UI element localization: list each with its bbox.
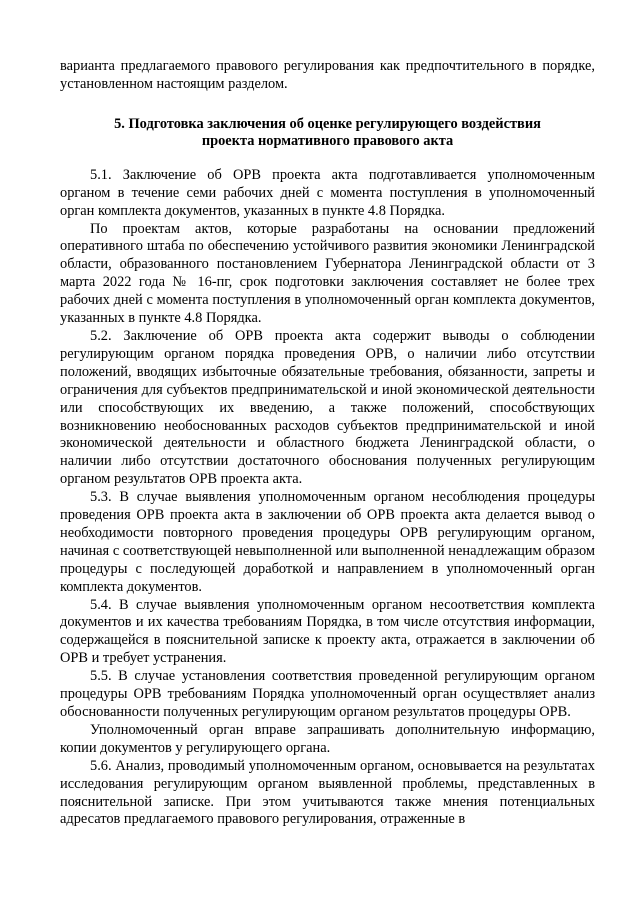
section-heading-line-2: проекта нормативного правового акта — [201, 133, 454, 150]
paragraph-5-4: 5.4. В случае выявления уполномоченным органом несоответствия комплекта документов и их качества требованиям Порядка, в том числе отсутствия информации, содержащейся в пояснительной записке к проекту акта, отражается в заключении об ОРВ и требует устранения. — [60, 596, 595, 667]
paragraph-5-3: 5.3. В случае выявления уполномоченным органом несоблюдения процедуры проведения ОРВ проекта акта в заключении об ОРВ проекта акта делается вывод о необходимости повторного проведения процедуры ОРВ регулирующим органом, начиная с соответствующей невыполненной или выполненной ненадлежащим образом процедуры с последующей доработкой и направлением в уполномоченный орган комплекта документов. — [60, 489, 595, 595]
section-heading — [60, 116, 595, 151]
intro-paragraph: варианта предлагаемого правового регулирования как предпочтительного в порядке, установленном настоящим разделом. — [60, 58, 595, 92]
section-heading-line-1: 5. Подготовка заключения об оценке регулирующего воздействия — [114, 115, 541, 132]
paragraph-5-6: 5.6. Анализ, проводимый уполномоченным органом, основывается на результатах исследования регулирующим органом выявленной проблемы, представленных в пояснительной записке. При этом учитываются также мнения потенциальных адресатов предлагаемого правового регулирования, отраженные в — [60, 757, 595, 828]
paragraph-5-5: 5.5. В случае установления соответствия проведенной регулирующим органом процедуры ОРВ требованиям Порядка уполномоченный орган осуществляет анализ обоснованности полученных регулирующим органом результатов процедуры ОРВ. — [60, 668, 595, 720]
document-page — [60, 58, 595, 829]
paragraph-5-1-addendum: По проектам актов, которые разработаны на основании предложений оперативного штаба по обеспечению устойчивого развития экономики Ленинградской области, образованного постановлением Губернатора Ленинградской области от 3 марта 2022 года № 16-пг, срок подготовки заключения составляет не более трех рабочих дней с момента поступления в уполномоченный орган комплекта документов, указанных в пункте 4.8 Порядка. — [60, 220, 595, 327]
paragraph-5-5-addendum: Уполномоченный орган вправе запрашивать дополнительную информацию, копии документов у регулирующего органа. — [60, 721, 595, 756]
paragraph-5-2: 5.2. Заключение об ОРВ проекта акта содержит выводы о соблюдении регулирующим органом порядка проведения ОРВ, о наличии либо отсутствии положений, вводящих избыточные обязательные требования, обязанности, запреты и ограничения для субъектов предпринимательской и иной экономической деятельности или способствующих их введению, а также положений, способствующих возникновению необоснованных расходов субъектов предпринимательской и иной экономической деятельности и областного бюджета Ленинградской области, о наличии либо отсутствии достаточного обоснования полученных регулирующим органом результатов ОРВ проекта акта. — [60, 327, 595, 488]
paragraph-5-1: 5.1. Заключение об ОРВ проекта акта подготавливается уполномоченным органом в течение семи рабочих дней с момента поступления в уполномоченный орган комплекта документов, указанных в пункте 4.8 Порядка. — [60, 166, 595, 219]
